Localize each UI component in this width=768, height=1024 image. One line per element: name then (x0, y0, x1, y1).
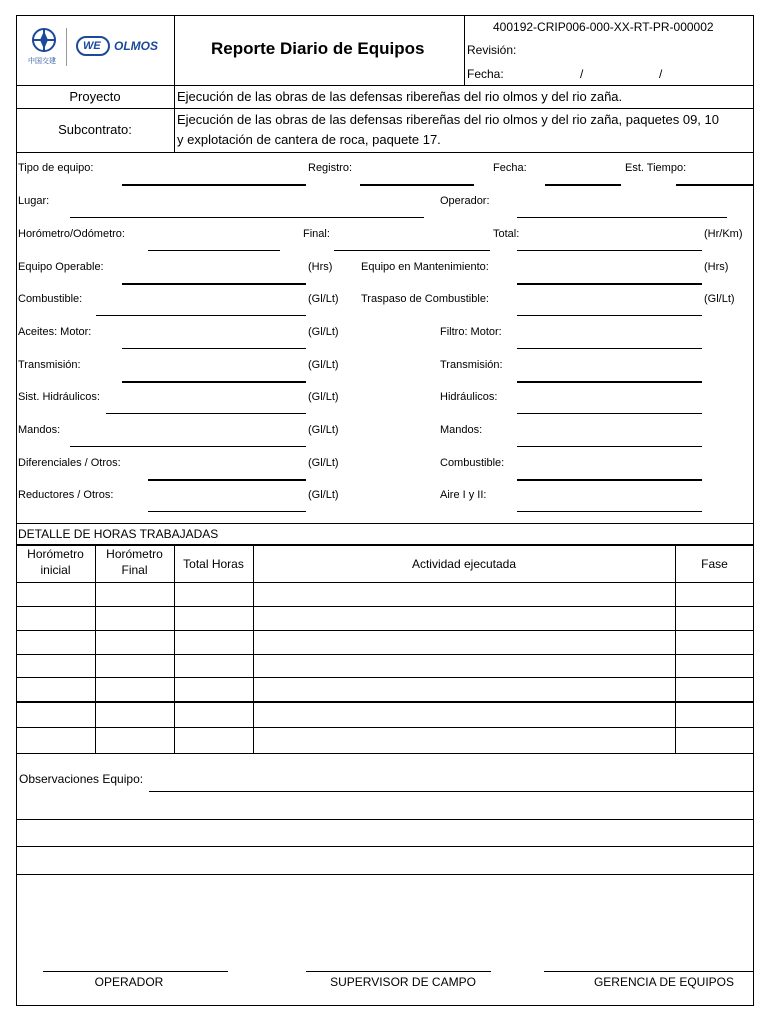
filtro-hidraulicos-field[interactable] (517, 413, 702, 414)
diferenciales-label: Diferenciales / Otros: (18, 457, 121, 469)
supervisor-signature-line[interactable] (306, 971, 491, 972)
col-total-horas-header: Total Horas (183, 557, 244, 571)
logo-separator (66, 28, 67, 66)
mandos-field[interactable] (70, 446, 306, 447)
supervisor-signature-label: SUPERVISOR DE CAMPO (330, 975, 476, 989)
combustible-field[interactable] (96, 315, 306, 316)
lugar-field[interactable] (70, 217, 424, 218)
gl-lt-unit-2: (Gl/Lt) (704, 293, 735, 305)
reductores-label: Reductores / Otros: (18, 489, 114, 501)
col-horometro-inicial-line1: Horómetro (27, 547, 84, 561)
operador-signature-line[interactable] (43, 971, 228, 972)
gl-lt-unit-6: (Gl/Lt) (308, 424, 339, 436)
logo-we-text: WE (83, 40, 101, 52)
proyecto-value: Ejecución de las obras de las defensas ribereñas del rio olmos y del rio zaña. (177, 89, 623, 104)
gl-lt-unit-3: (Gl/Lt) (308, 326, 339, 338)
subcontrato-value-line2: y explotación de cantera de roca, paquete 17. (177, 132, 441, 147)
gl-lt-unit-5: (Gl/Lt) (308, 391, 339, 403)
table-row (16, 630, 754, 631)
gl-lt-unit-7: (Gl/Lt) (308, 457, 339, 469)
col-horometro-final-line2: Final (121, 563, 148, 577)
combustible-label: Combustible: (18, 293, 83, 305)
hours-section-title: DETALLE DE HORAS TRABAJADAS (18, 527, 219, 541)
gl-lt-unit-8: (Gl/Lt) (308, 489, 339, 501)
filtro-transmision-field[interactable] (517, 381, 702, 383)
filtro-transmision-label: Transmisión: (440, 359, 503, 371)
hours-table-bottom-line (16, 753, 754, 754)
subcontrato-bottom-line (16, 152, 754, 153)
operador-signature-label: OPERADOR (94, 975, 164, 989)
est-tiempo-label: Est. Tiempo: (625, 162, 687, 174)
header-bottom-line (16, 85, 754, 86)
logo-cn-text: 中国交建 (28, 58, 56, 65)
hours-header-bottom-line (16, 582, 754, 583)
table-row (16, 727, 754, 728)
equipo-mantenimiento-label: Equipo en Mantenimiento: (361, 261, 489, 273)
filtro-combustible-label: Combustible: (440, 457, 505, 469)
observaciones-line-2[interactable] (16, 819, 754, 820)
observaciones-line-3[interactable] (16, 846, 754, 847)
table-row (16, 677, 754, 678)
tipo-equipo-label: Tipo de equipo: (18, 162, 94, 174)
registro-label: Registro: (308, 162, 353, 174)
proyecto-bottom-line (16, 108, 754, 109)
filtro-motor-label: Filtro: Motor: (440, 326, 502, 338)
aire-label: Aire I y II: (440, 489, 487, 501)
total-label: Total: (493, 228, 520, 240)
final-label: Final: (303, 228, 330, 240)
traspaso-combustible-label: Traspaso de Combustible: (361, 293, 489, 305)
lugar-label: Lugar: (18, 195, 50, 207)
table-row (16, 701, 754, 703)
sist-hidraulicos-field[interactable] (106, 413, 306, 414)
operador-field[interactable] (517, 217, 727, 218)
traspaso-combustible-field[interactable] (517, 315, 702, 316)
est-tiempo-field[interactable] (676, 184, 754, 186)
horometro-label: Horómetro/Odómetro: (18, 228, 125, 240)
col-horometro-inicial-header (16, 546, 95, 578)
page-title: Reporte Diario de Equipos (211, 39, 425, 58)
header-divider-1 (174, 15, 175, 152)
subcontrato-value-line1: Ejecución de las obras de las defensas ribereñas del rio olmos y del rio zaña, paquetes 09, 10 (177, 112, 719, 127)
registro-field[interactable] (360, 184, 474, 186)
aire-field[interactable] (517, 511, 702, 512)
reductores-field[interactable] (148, 511, 306, 512)
operador-label: Operador: (440, 195, 490, 207)
equipo-mantenimiento-field[interactable] (517, 283, 702, 285)
gerencia-signature-label: GERENCIA DE EQUIPOS (593, 975, 735, 989)
fecha-label: Fecha: (493, 162, 527, 174)
equipo-operable-label: Equipo Operable: (18, 261, 104, 273)
observaciones-label: Observaciones Equipo: (19, 772, 144, 786)
gl-lt-unit-1: (Gl/Lt) (308, 293, 339, 305)
tipo-equipo-field[interactable] (122, 184, 306, 186)
filtro-hidraulicos-label: Hidráulicos: (440, 391, 498, 403)
gl-lt-unit-4: (Gl/Lt) (308, 359, 339, 371)
filtro-motor-field[interactable] (517, 348, 702, 349)
diferenciales-field[interactable] (148, 479, 306, 481)
total-field[interactable] (517, 250, 702, 251)
mandos-label: Mandos: (18, 424, 61, 436)
final-field[interactable] (334, 250, 490, 251)
col-horometro-final-line1: Horómetro (106, 547, 163, 561)
hours-col-divider-4 (675, 545, 676, 753)
col-horometro-inicial-line2: inicial (40, 563, 71, 577)
observaciones-line-4[interactable] (16, 874, 754, 875)
subcontrato-label: Subcontrato: (58, 122, 132, 137)
transmision-label: Transmisión: (18, 359, 81, 371)
hours-section-top-line (16, 523, 754, 524)
logo-olmos-text: OLMOS (114, 39, 158, 53)
col-fase-header: Fase (701, 557, 728, 571)
table-row (16, 606, 754, 607)
date-separator-2: / (659, 67, 663, 81)
observaciones-field[interactable] (149, 791, 754, 792)
transmision-field[interactable] (122, 381, 306, 383)
header-fecha-label: Fecha: (467, 67, 504, 81)
proyecto-label: Proyecto (69, 89, 121, 104)
hrs-unit-1: (Hrs) (308, 261, 333, 273)
aceites-motor-field[interactable] (122, 348, 306, 349)
fecha-field[interactable] (545, 184, 621, 186)
hours-col-divider-3 (253, 545, 254, 753)
header-divider-2 (464, 15, 465, 85)
date-separator-1: / (580, 67, 584, 81)
hours-col-divider-2 (174, 545, 175, 753)
hr-km-unit: (Hr/Km) (704, 228, 743, 240)
horometro-field[interactable] (148, 250, 280, 251)
equipo-operable-field[interactable] (122, 283, 306, 285)
filtro-combustible-field[interactable] (517, 479, 702, 481)
table-row (16, 654, 754, 655)
cccc-logo-icon (30, 26, 58, 54)
gerencia-signature-line[interactable] (544, 971, 754, 972)
col-horometro-final-header (95, 546, 174, 578)
hrs-unit-2: (Hrs) (704, 261, 729, 273)
col-actividad-header: Actividad ejecutada (411, 557, 517, 571)
we-logo-icon (76, 36, 110, 56)
doc-code: 400192-CRIP006-000-XX-RT-PR-000002 (493, 20, 714, 34)
filtro-mandos-label: Mandos: (440, 424, 483, 436)
filtro-mandos-field[interactable] (517, 446, 702, 447)
revision-label: Revisión: (467, 43, 517, 57)
sist-hidraulicos-label: Sist. Hidráulicos: (18, 391, 100, 403)
aceites-motor-label: Aceites: Motor: (18, 326, 92, 338)
